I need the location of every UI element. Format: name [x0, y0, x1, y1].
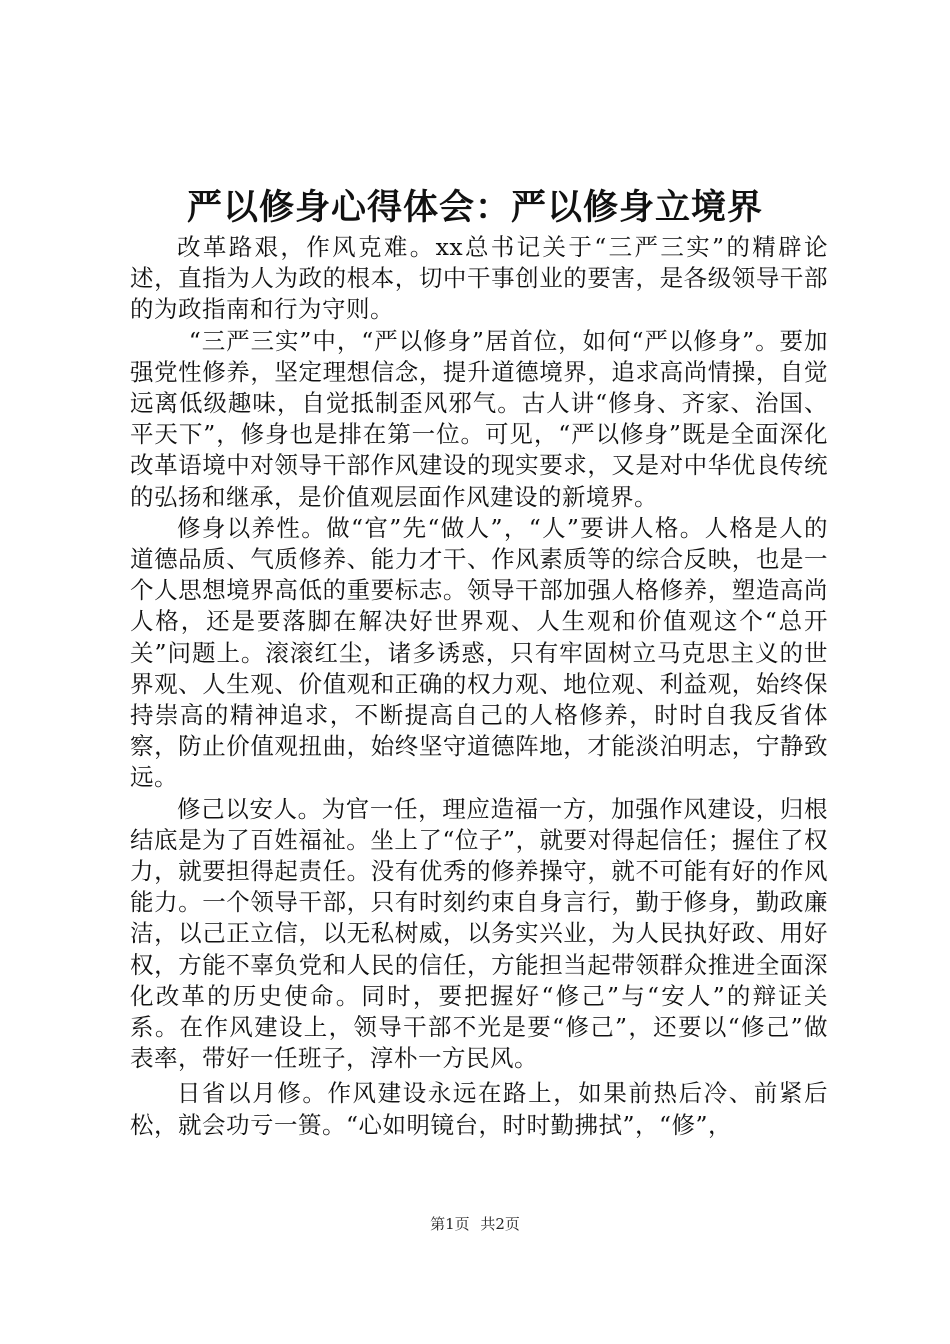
paragraph: 日省以月修。作风建设永远在路上，如果前热后冷、前紧后松，就会功亏一篑。“心如明镜台，时时勤拂拭”，“修”， — [130, 1079, 828, 1139]
paragraph: 修己以安人。为官一任，理应造福一方，加强作风建设，归根结底是为了百姓福祉。坐上了“位子”，就要对得起信任；握住了权力，就要担得起责任。没有优秀的修养操守，就不可能有好的作风能力。一个领导干部，只有时刻约束自身言行，勤于修身，勤政廉洁，以己正立信，以无私树威，以务实兴业，为人民执好政、用好权，方能不辜负党和人民的信任，方能担当起带领群众推进全面深化改革的历史使命。同时，要把握好“修己”与“安人”的辩证关系。在作风建设上，领导干部不光是要“修己”，还要以“修己”做表率，带好一任班子，淳朴一方民风。 — [130, 794, 828, 1073]
document-title: 严以修身心得体会：严以修身立境界 — [186, 187, 763, 228]
document-body — [130, 232, 828, 1141]
page-number: 第1页 — [430, 1215, 470, 1233]
page-footer — [0, 1214, 950, 1234]
paragraph: 修身以养性。做“官”先“做人”，“人”要讲人格。人格是人的道德品质、气质修养、能力才干、作风素质等的综合反映，也是一个人思想境界高低的重要标志。领导干部加强人格修养，塑造高尚人格，还是要落脚在解决好世界观、人生观和价值观这个“总开关”问题上。滚滚红尘，诸多诱惑，只有牢固树立马克思主义的世界观、人生观、价值观和正确的权力观、地位观、利益观，始终保持崇高的精神追求，不断提高自己的人格修养，时时自我反省体察，防止价值观扭曲，始终坚守道德阵地，才能淡泊明志，宁静致远。 — [130, 513, 828, 792]
paragraph: 改革路艰，作风克难。xx总书记关于“三严三实”的精辟论述，直指为人为政的根本，切中干事创业的要害，是各级领导干部的为政指南和行为守则。 — [130, 233, 828, 324]
page-total: 共2页 — [480, 1215, 520, 1233]
paragraph: “三严三实”中，“严以修身”居首位，如何“严以修身”。要加强党性修养，坚定理想信念，提升道德境界，追求高尚情操，自觉远离低级趣味，自觉抵制歪风邪气。古人讲“修身、齐家、治国、平天下”，修身也是排在第一位。可见，“严以修身”既是全面深化改革语境中对领导干部作风建设的现实要求，又是对中华优良传统的弘扬和继承，是价值观层面作风建设的新境界。 — [130, 326, 828, 511]
